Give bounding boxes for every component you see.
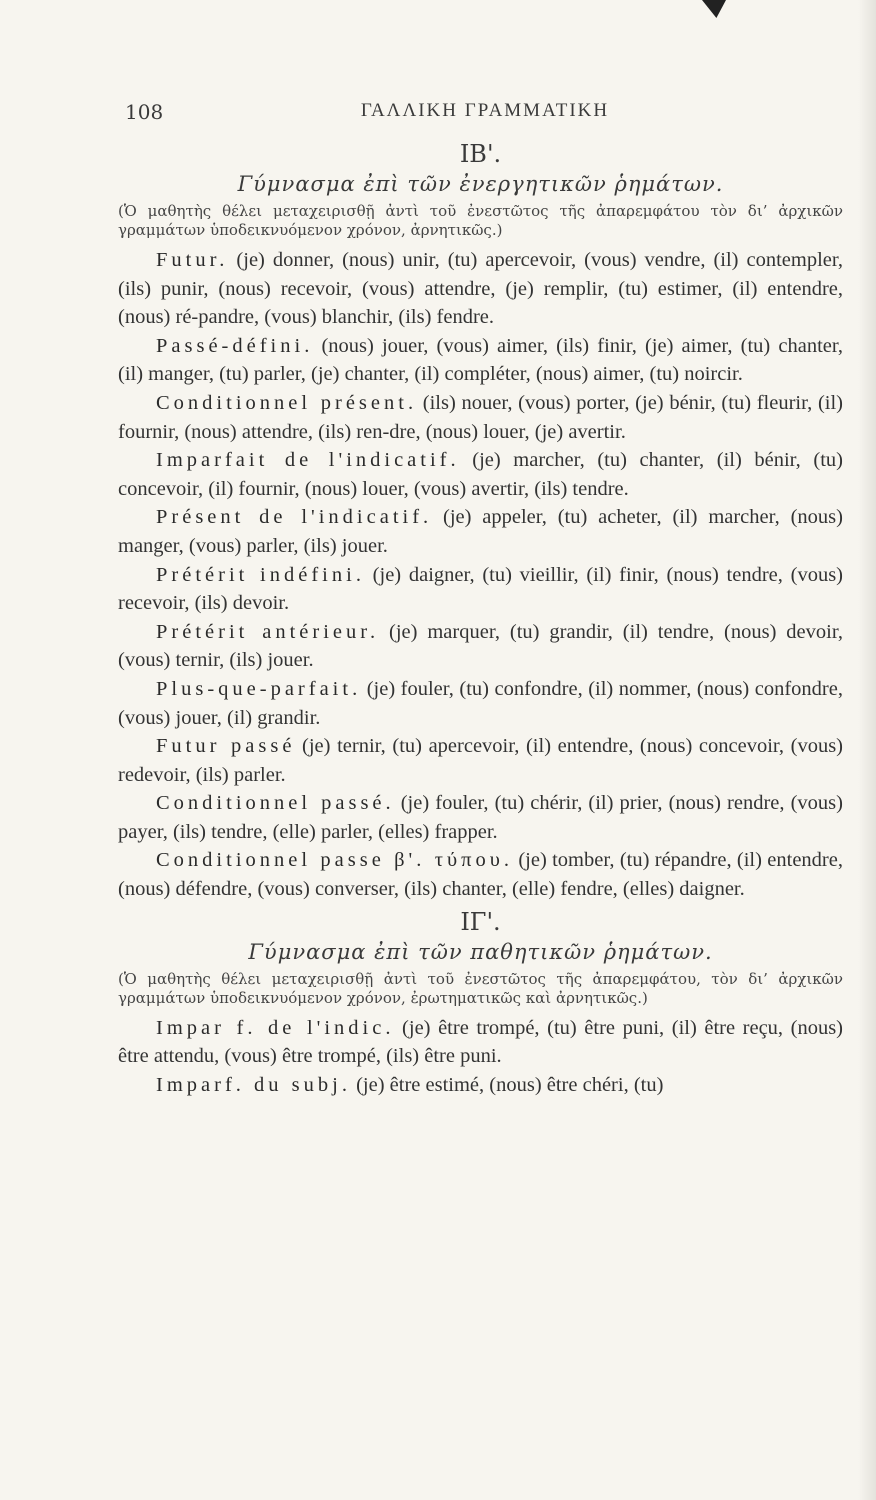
- exercise-paragraph: [118, 618, 843, 675]
- exercise-section-13: [118, 908, 843, 1100]
- section-instruction: (Ὁ μαθητὴς θέλει μεταχειρισθῇ ἀντὶ τοῦ ἐνεστῶτος τῆς ἀπαρεμφάτου, τὸν δι’ ἀρχικῶν γραμμάτων ὑποδεικνυόμενον χρόνον, ἐρωτηματικῶς καὶ ἀρνητικῶς.): [118, 969, 843, 1007]
- exercise-text: (je) donner, (nous) unir, (tu) apercevoir, (vous) vendre, (il) contempler, (ils) punir, (nous) recevoir, (vous) attendre, (je) remplir, (tu) estimer, (il) entendre, (nous) ré-pandre, (vous) blanchir, (ils) fendre.: [118, 249, 843, 329]
- tense-label: Impar f. de l'indic.: [156, 1016, 395, 1039]
- exercise-text: (je) être trompé, (tu) être puni, (il) être reçu, (nous) être attendu, (vous) être trompé, (ils) être puni.: [118, 1016, 843, 1068]
- tense-label: Passé-défini.: [156, 334, 314, 357]
- exercise-text: (je) marquer, (tu) grandir, (il) tendre, (nous) devoir, (vous) ternir, (ils) jouer.: [118, 620, 843, 672]
- exercise-list: [118, 1014, 843, 1100]
- exercise-text: (je) fouler, (tu) chérir, (il) prier, (nous) rendre, (vous) payer, (ils) tendre, (elle) parler, (elles) frapper.: [118, 792, 843, 843]
- tense-label: Prétérit antérieur.: [156, 620, 380, 643]
- exercise-paragraph: [118, 732, 843, 789]
- page-edge-shadow: [858, 0, 876, 1500]
- exercise-text: (je) appeler, (tu) acheter, (il) marcher, (nous) manger, (vous) parler, (ils) jouer.: [118, 506, 843, 557]
- page-content: [118, 140, 843, 1099]
- tense-label: Futur passé: [156, 735, 296, 758]
- exercise-paragraph: [118, 789, 843, 846]
- exercise-text: (je) fouler, (tu) confondre, (il) nommer, (nous) confondre, (vous) jouer, (il) grandir.: [118, 677, 843, 729]
- exercise-text: (je) ternir, (tu) apercevoir, (il) entendre, (nous) concevoir, (vous) redevoir, (ils) parler.: [118, 735, 844, 786]
- exercise-text: (nous) jouer, (vous) aimer, (ils) finir, (je) aimer, (tu) chanter, (il) manger, (tu) parler, (je) chanter, (il) compléter, (nous) aimer, (tu) noircir.: [118, 334, 843, 386]
- page-number: 108: [125, 100, 164, 124]
- exercise-paragraph: [118, 246, 843, 332]
- exercise-text: (je) être estimé, (nous) être chéri, (tu): [350, 1073, 664, 1096]
- tense-label: Présent de l'indicatif.: [156, 506, 433, 529]
- tense-label: Conditionnel passe β'. τύπου.: [156, 849, 513, 872]
- page-header: [125, 100, 845, 130]
- exercise-paragraph: [118, 332, 843, 389]
- running-head: ΓΑΛΛΙΚΗ ΓΡΑΜΜΑΤΙΚΗ: [360, 100, 610, 121]
- tense-label: Imparf. du subj.: [156, 1073, 351, 1096]
- section-title: Γύμνασμα ἐπὶ τῶν παθητικῶν ῥημάτων.: [248, 939, 713, 964]
- tense-label: Plus-que-parfait.: [156, 677, 362, 700]
- corner-mark: [702, 0, 726, 18]
- exercise-paragraph: [118, 503, 843, 560]
- exercise-text: (ils) nouer, (vous) porter, (je) bénir, (tu) fleurir, (il) fournir, (nous) attendre, (ils) ren-dre, (nous) louer, (je) avertir.: [118, 391, 843, 443]
- exercise-section-12: [118, 140, 843, 904]
- exercise-paragraph: [118, 1071, 843, 1100]
- exercise-paragraph: [118, 846, 843, 903]
- exercise-paragraph: [118, 1014, 843, 1071]
- exercise-list: [118, 246, 843, 904]
- tense-label: Futur.: [156, 249, 229, 271]
- tense-label: Conditionnel présent.: [156, 391, 418, 414]
- exercise-text: (je) daigner, (tu) vieillir, (il) finir, (nous) tendre, (vous) recevoir, (ils) devoir.: [118, 563, 843, 615]
- exercise-text: (je) tomber, (tu) répandre, (il) entendre, (nous) défendre, (vous) converser, (ils) chanter, (elle) fendre, (elles) daigner.: [118, 849, 843, 901]
- section-number: ΙΓ'.: [460, 907, 501, 936]
- tense-label: Imparfait de l'indicatif.: [156, 449, 460, 472]
- section-number: ΙΒ'.: [459, 140, 502, 168]
- exercise-paragraph: [118, 561, 843, 618]
- exercise-paragraph: [118, 446, 843, 503]
- tense-label: Prétérit indéfini.: [156, 563, 365, 586]
- section-instruction: (Ὁ μαθητὴς θέλει μεταχειρισθῇ ἀντὶ τοῦ ἐνεστῶτος τῆς ἀπαρεμφάτου τὸν δι’ ἀρχικῶν γραμμάτων ὑποδεικνυόμενον χρόνον, ἀρνητικῶς.): [118, 202, 843, 239]
- exercise-paragraph: [118, 675, 843, 732]
- exercise-paragraph: [118, 389, 843, 446]
- tense-label: Conditionnel passé.: [156, 792, 395, 815]
- exercise-text: (je) marcher, (tu) chanter, (il) bénir, (tu) concevoir, (il) fournir, (nous) louer, (vous) avertir, (ils) tendre.: [118, 449, 843, 500]
- section-title: Γύμνασμα ἐπὶ τῶν ἐνεργητικῶν ῥημάτων.: [237, 172, 724, 196]
